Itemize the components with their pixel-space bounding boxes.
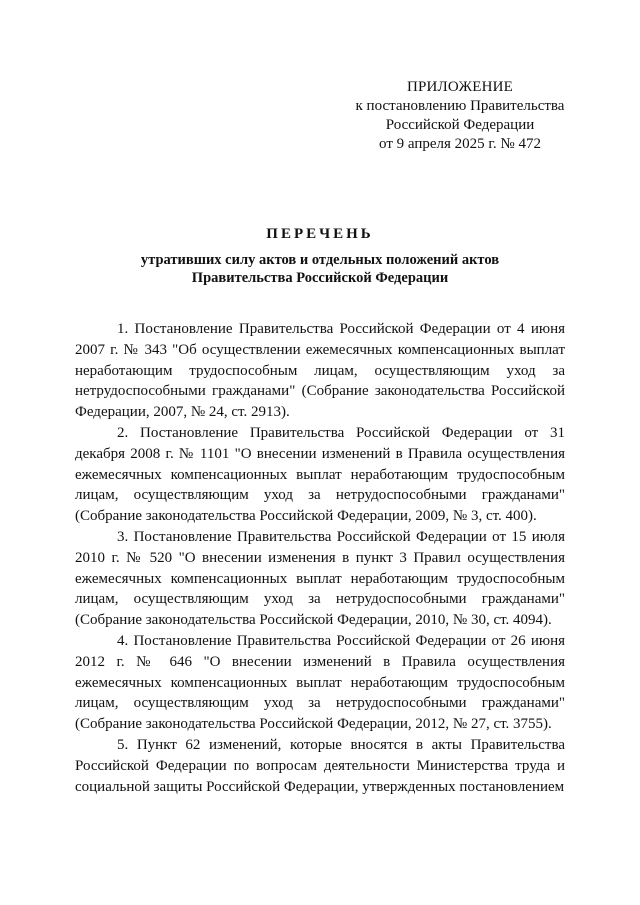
- appendix-decree-line: к постановлению Правительства: [355, 98, 565, 114]
- appendix-heading: ПРИЛОЖЕНИЕ: [406, 79, 514, 95]
- list-item-3: 3. Постановление Правительства Российской Федерации от 15 июля 2010 г. № 520 "О внесении изменения в пункт 3 Правил осуществления ежемесячных компенсационных выплат неработающим трудоспособным лицам, осуществляющим уход за нетрудоспособными гражданами" (Собрание законодательства Российской Федерации, 2010, № 30, ст. 4094).: [75, 528, 565, 629]
- appendix-header: [340, 78, 580, 154]
- document-subtitle: [60, 251, 580, 287]
- list-item-1: 1. Постановление Правительства Российской Федерации от 4 июня 2007 г. № 343 "Об осуществлении ежемесячных компенсационных выплат неработающим трудоспособным лицам, осуществляющим уход за нетрудоспособными гражданами" (Собрание законодательства Российской Федерации, 2007, № 24, ст. 2913).: [75, 321, 565, 421]
- list-item-5: 5. Пункт 62 изменений, которые вносятся в акты Правительства Российской Федерации по вопросам деятельности Министерства труда и социальной защиты Российской Федерации, утвержденных постановлением: [75, 736, 565, 795]
- document-body: [75, 319, 565, 797]
- list-item-2: 2. Постановление Правительства Российской Федерации от 31 декабря 2008 г. № 1101 "О внесении изменений в Правила осуществления ежемесячных компенсационных выплат неработающим трудоспособным лицам, осуществляющим уход за нетрудоспособными гражданами" (Собрание законодательства Российской Федерации, 2009, № 3, ст. 400).: [75, 424, 565, 525]
- appendix-date-line: от 9 апреля 2025 г. № 472: [379, 136, 541, 152]
- document-title: ПЕРЕЧЕНЬ: [266, 226, 374, 242]
- subtitle-line-2: Правительства Российской Федерации: [191, 270, 449, 286]
- appendix-federation-line: Российской Федерации: [385, 117, 535, 133]
- subtitle-line-1: утративших силу актов и отдельных положений актов: [140, 252, 500, 268]
- list-item-4: 4. Постановление Правительства Российской Федерации от 26 июня 2012 г. № 646 "О внесении изменений в Правила осуществления ежемесячных компенсационных выплат неработающим трудоспособным лицам, осуществляющим уход за нетрудоспособными гражданами" (Собрание законодательства Российской Федерации, 2012, № 27, ст. 3755).: [75, 632, 565, 733]
